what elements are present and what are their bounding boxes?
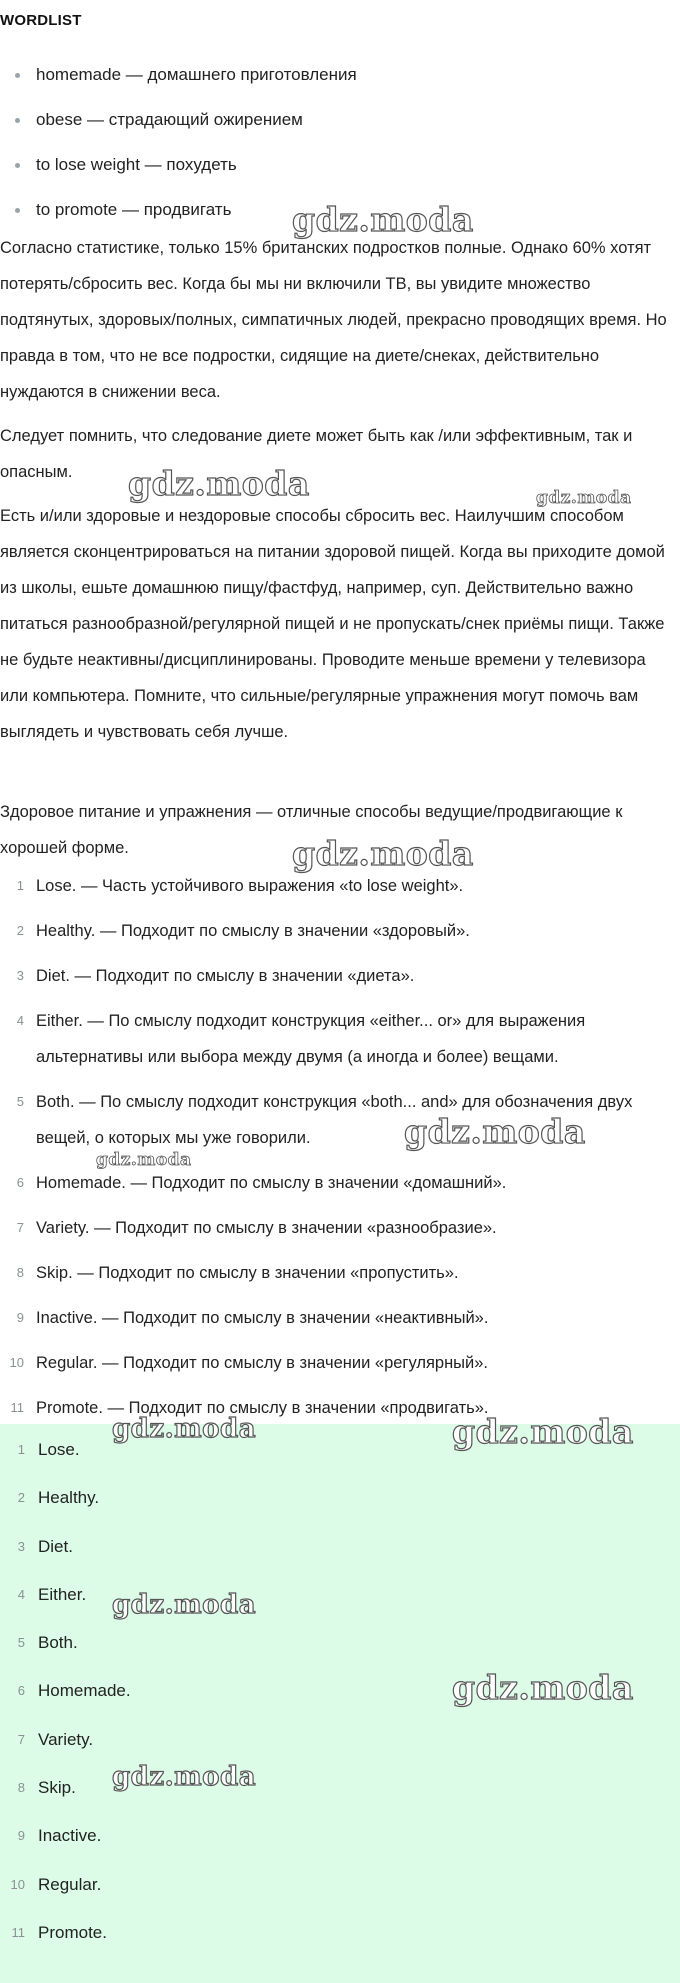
watermark: gdz.moda <box>128 464 310 503</box>
list-item <box>0 1677 680 1725</box>
translation-paragraph: Согласно статистике, только 15% британских подростков полные. Однако 60% хотят потерять/сбросить вес. Когда бы мы ни включили ТВ, вы увидите множество подтянутых, здоровых/полных, симпатичных людей, прекрасно проводящих время. Но правда в том, что не все подростки, сидящие на диете/снеках, действительно нуждаются в снижении веса. <box>0 239 667 401</box>
item-number: 5 <box>16 1094 24 1109</box>
watermark: gdz.moda <box>536 488 632 508</box>
list-item <box>0 1822 680 1870</box>
list-item <box>0 1003 680 1075</box>
explanation-text: Diet. — Подходит по смыслу в значении «диета». <box>36 967 415 985</box>
watermark: gdz.moda <box>96 1150 192 1170</box>
list-item <box>0 1436 680 1484</box>
explanation-text: Promote. — Подходит по смыслу в значении «продвигать». <box>36 1399 489 1417</box>
explanation-text: Variety. — Подходит по смыслу в значении «разнообразие». <box>36 1219 497 1237</box>
answer-text: Lose. <box>38 1440 80 1459</box>
explanation-text: Homemade. — Подходит по смыслу в значении «домашний». <box>36 1174 507 1192</box>
watermark: gdz.moda <box>452 1668 634 1707</box>
list-item <box>0 1345 680 1381</box>
list-item <box>0 107 680 152</box>
list-item <box>0 913 680 949</box>
explanation-text: Healthy. — Подходит по смыслу в значении «здоровый». <box>36 922 470 940</box>
answer-text: Either. <box>38 1584 87 1604</box>
item-number: 7 <box>16 1220 24 1235</box>
list-item <box>0 1300 680 1336</box>
bullet-icon <box>15 208 20 213</box>
watermark: gdz.moda <box>112 1414 257 1444</box>
item-number: 10 <box>10 1876 25 1892</box>
explanation-text: Regular. — Подходит по смыслу в значении «регулярный». <box>36 1354 489 1372</box>
item-number: 9 <box>16 1310 24 1325</box>
answer-list <box>0 1436 680 1967</box>
list-item <box>0 1210 680 1246</box>
watermark: gdz.moda <box>404 1112 586 1151</box>
wordlist <box>0 62 680 242</box>
watermark: gdz.moda <box>112 1762 257 1792</box>
answer-text: Both. <box>38 1633 78 1653</box>
list-item <box>0 1726 680 1774</box>
answer-block <box>0 1424 680 1983</box>
list-item <box>0 958 680 994</box>
item-number: 3 <box>16 968 24 983</box>
answer-text: Healthy. <box>38 1488 100 1508</box>
answer-text: Promote. <box>38 1922 107 1942</box>
list-item <box>0 1084 680 1156</box>
item-number: 6 <box>17 1683 25 1699</box>
answer-text: Variety. <box>38 1729 94 1749</box>
list-item <box>0 1484 680 1532</box>
item-number: 5 <box>17 1635 25 1651</box>
item-number: 11 <box>11 1924 25 1940</box>
list-item <box>0 1165 680 1201</box>
item-number: 4 <box>16 1013 24 1028</box>
bullet-icon <box>15 163 20 168</box>
item-number: 7 <box>17 1731 25 1747</box>
list-item <box>0 868 680 904</box>
watermark: gdz.moda <box>292 200 474 239</box>
explanation-text: Inactive. — Подходит по смыслу в значении «неактивный». <box>36 1309 489 1327</box>
wordlist-heading: WORDLIST <box>0 12 82 29</box>
wordlist-entry: obese — страдающий ожирением <box>36 110 303 129</box>
list-item <box>0 1774 680 1822</box>
list-item <box>0 1255 680 1291</box>
list-item <box>0 1581 680 1629</box>
item-number: 9 <box>17 1828 25 1844</box>
bullet-icon <box>15 73 20 78</box>
item-number: 6 <box>16 1175 24 1190</box>
item-number: 1 <box>17 1442 25 1457</box>
explanation-list <box>0 868 680 1435</box>
wordlist-entry: homemade — домашнего приготовления <box>36 65 357 84</box>
item-number: 2 <box>17 1490 25 1506</box>
wordlist-entry: to promote — продвигать <box>36 200 232 219</box>
item-number: 1 <box>16 878 24 893</box>
answer-text: Inactive. <box>38 1826 102 1846</box>
list-item <box>0 1871 680 1919</box>
answer-text: Homemade. <box>38 1681 131 1701</box>
item-number: 4 <box>17 1586 25 1602</box>
explanation-text: Both. — По смыслу подходит конструкция «both... and» для обозначения двух вещей, о которых мы уже говорили. <box>36 1093 633 1147</box>
wordlist-entry: to lose weight — похудеть <box>36 155 237 174</box>
item-number: 8 <box>16 1265 24 1280</box>
translation-paragraph: Следует помнить, что следование диете может быть как /или эффективным, так и опасным. <box>0 427 633 481</box>
item-number: 11 <box>10 1400 24 1415</box>
translation-paragraph: Есть и/или здоровые и нездоровые способы сбросить вес. Наилучшим способом является сконцентрироваться на питании здоровой пищей. Когда вы приходите домой из школы, ешьте домашнюю пищу/фастфуд, например, суп. Действительно важно питаться разнообразной/регулярной пищей и не пропускать/снек приёмы пищи. Также не будьте неактивны/дисциплинированы. Проводите меньше времени у телевизора или компьютера. Помните, что сильные/регулярные упражнения могут помочь вам выглядеть и чувствовать себя лучше. <box>0 507 665 741</box>
answer-text: Skip. <box>38 1778 76 1798</box>
watermark: gdz.moda <box>112 1590 257 1620</box>
explanation-text: Either. — По смыслу подходит конструкция «either... or» для выражения альтернативы или выбора между двумя (а иногда и более) вещами. <box>36 1012 586 1066</box>
answer-text: Regular. <box>38 1874 102 1894</box>
list-item <box>0 1919 680 1967</box>
item-number: 8 <box>17 1780 25 1796</box>
list-item <box>0 1533 680 1581</box>
list-item <box>0 1390 680 1426</box>
item-number: 3 <box>17 1538 25 1554</box>
list-item <box>0 152 680 197</box>
item-number: 2 <box>16 923 24 938</box>
watermark: gdz.moda <box>452 1412 634 1451</box>
list-item <box>0 62 680 107</box>
explanation-text: Lose. — Часть устойчивого выражения «to lose weight». <box>36 877 464 895</box>
translation-paragraph: Здоровое питание и упражнения — отличные способы ведущие/продвигающие к хорошей форме. <box>0 803 623 857</box>
list-item <box>0 1629 680 1677</box>
watermark: gdz.moda <box>292 834 474 873</box>
bullet-icon <box>15 118 20 123</box>
answer-text: Diet. <box>38 1536 73 1556</box>
item-number: 10 <box>9 1355 24 1370</box>
explanation-text: Skip. — Подходит по смыслу в значении «пропустить». <box>36 1264 459 1282</box>
